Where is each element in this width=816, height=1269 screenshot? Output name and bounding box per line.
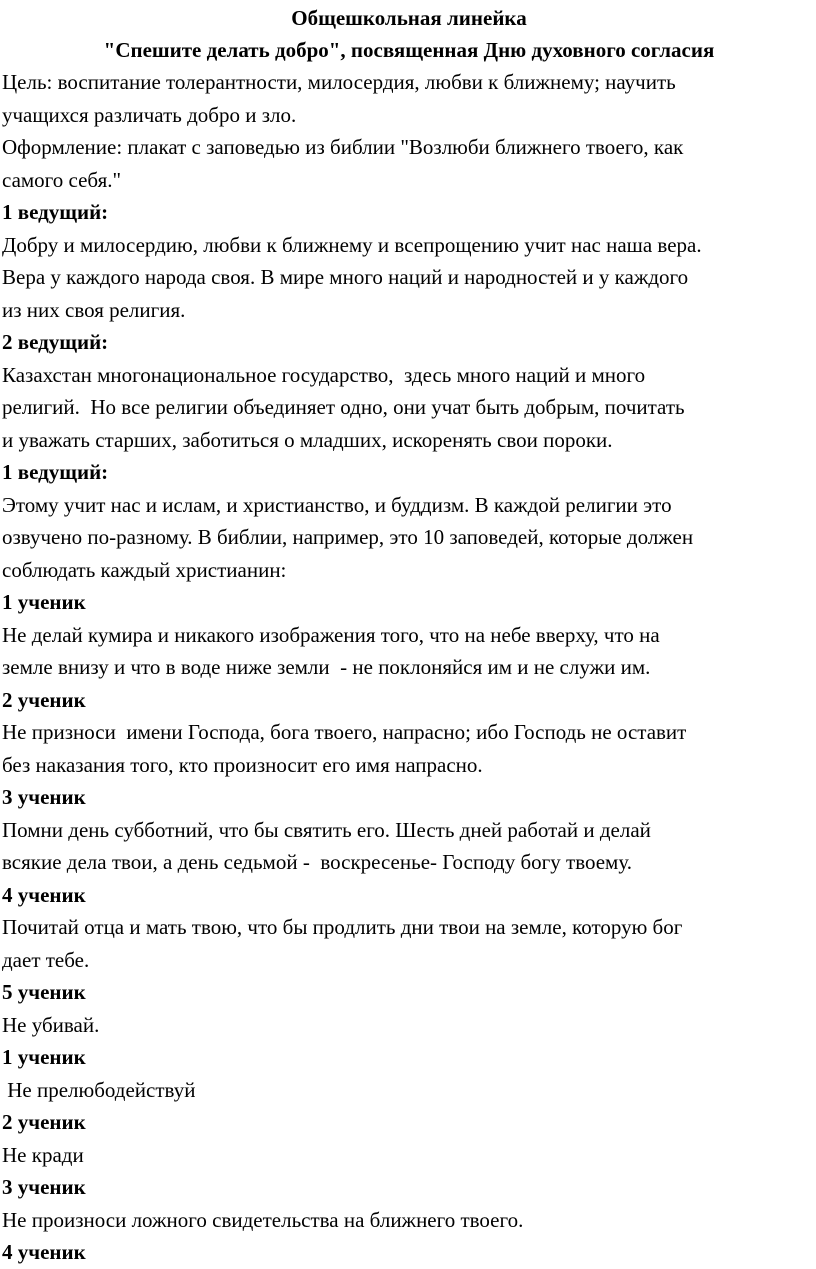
document-subtitle: "Спешите делать добро", посвященная Дню духовного согласия (103, 38, 715, 62)
speaker-label: 4 ученик (2, 882, 86, 907)
speaker-label: 3 ученик (2, 1175, 86, 1199)
text-line: Помни день субботний, что бы святить его. Шесть дней работай и делай (2, 817, 651, 842)
speaker-label: 1 ведущий: (2, 200, 109, 224)
speaker-label: 2 ученик (2, 687, 86, 712)
text-line: Не призноси имени Господа, бога твоего, напрасно; ибо Господь не оставит (2, 720, 687, 744)
speaker-label: 3 ученик (2, 785, 86, 809)
text-line: Не прелюбодействуй (2, 1077, 196, 1102)
text-line: и уважать старших, заботиться о младших, искоренять свои пороки. (2, 427, 613, 452)
text-line: Не убивай. (2, 1012, 100, 1037)
text-line: Казахстан многонациональное государство, здесь много наций и много (2, 362, 646, 387)
text-line: соблюдать каждый христианин: (2, 557, 287, 582)
speaker-label: 4 ученик (2, 1240, 86, 1264)
text-line: озвучено по-разному. В библии, например, это 10 заповедей, которые должен (2, 525, 694, 549)
text-line: всякие дела твои, а день седьмой - воскресенье- Господу богу твоему. (2, 850, 632, 874)
document-title: Общешкольная линейка (291, 6, 527, 30)
text-line: Добру и милосердию, любви к ближнему и всепрощению учит нас наша вера. (2, 232, 702, 257)
text-line: Этому учит нас и ислам, и христианство, и буддизм. В каждой религии это (2, 492, 672, 517)
text-line: Почитай отца и мать твою, что бы продлить дни твои на земле, которую бог (2, 915, 683, 939)
text-line: Не кради (2, 1142, 84, 1167)
text-line: Цель: воспитание толерантности, милосердия, любви к ближнему; научить (2, 70, 676, 94)
speaker-label: 2 ученик (2, 1110, 86, 1134)
text-line: Не делай кумира и никакого изображения того, что на небе вверху, что на (2, 622, 660, 647)
speaker-label: 5 ученик (2, 980, 86, 1004)
text-line: Не произноси ложного свидетельства на ближнего твоего. (2, 1207, 524, 1232)
text-line: дает тебе. (2, 947, 90, 972)
text-line: из них своя религия. (2, 297, 186, 322)
text-line: без наказания того, кто произносит его имя напрасно. (2, 752, 483, 777)
speaker-label: 1 ведущий: (2, 460, 109, 484)
document-body (2, 66, 816, 1269)
text-line: самого себя." (2, 167, 122, 192)
text-line: Вера у каждого народа своя. В мире много наций и народностей и у каждого (2, 265, 689, 289)
text-line: учащихся различать добро и зло. (2, 102, 297, 127)
speaker-label: 1 ученик (2, 1045, 86, 1069)
text-line: земле внизу и что в воде ниже земли - не поклоняйся им и не служи им. (2, 655, 651, 679)
speaker-label: 2 ведущий: (2, 330, 109, 354)
text-line: религий. Но все религии объединяет одно, они учат быть добрым, почитать (2, 395, 685, 419)
speaker-label: 1 ученик (2, 590, 86, 614)
text-line: Оформление: плакат с заповедью из библии "Возлюби ближнего твоего, как (2, 135, 684, 159)
